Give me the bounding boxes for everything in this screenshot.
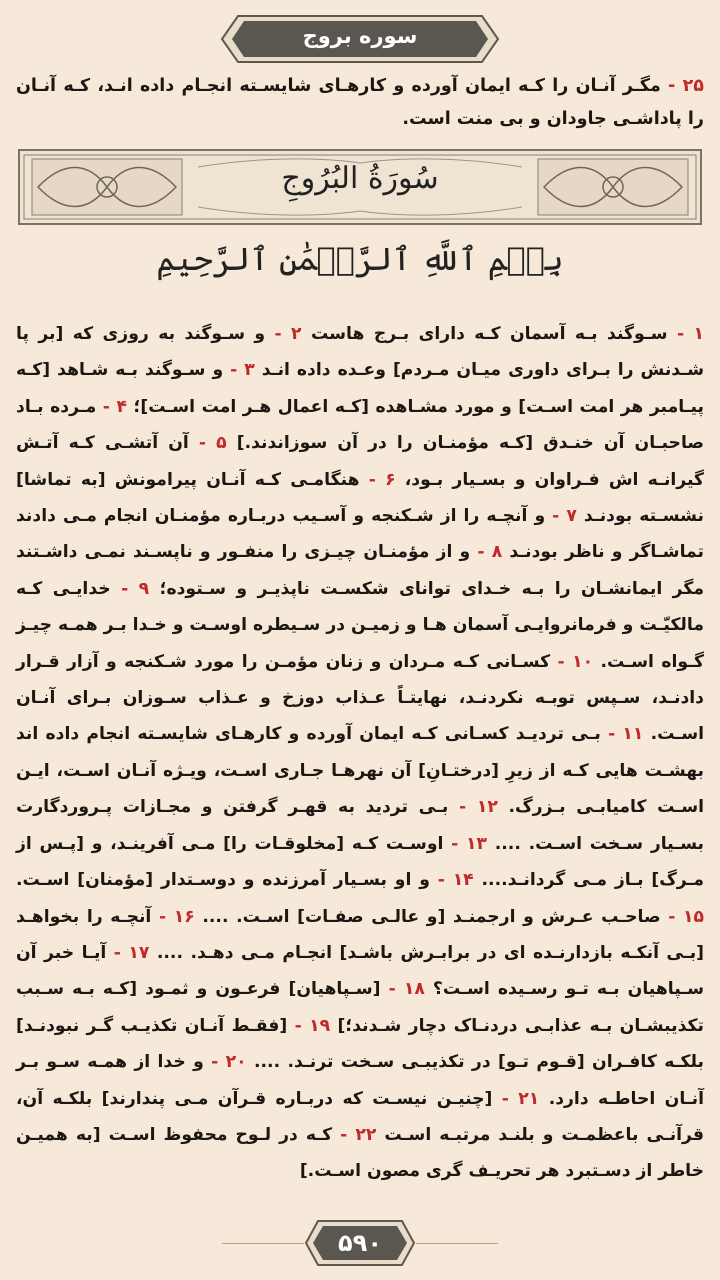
- verse-number: ۶ -: [368, 469, 396, 490]
- verse-number: ۱۸ -: [388, 979, 425, 1000]
- verse-text: آنچـه را بخواهـد [بـی آنکـه بازدارنـده ای در برابـرش باشـد] انجـام مـی دهـد. ....: [16, 906, 705, 963]
- verse-text: اوسـت کـه [مخلوقـات را] مـی آفرینـد، و [پـس از مـرگ] بـاز مـی گردانـد....: [16, 833, 705, 891]
- verse-text: هنگامـی کـه آنـان پیرامونش [به تماشا] نشسـته بودنـد: [16, 469, 705, 527]
- verse-number: ۱ -: [676, 324, 704, 344]
- verse-number: ۹ -: [121, 578, 150, 599]
- verse-number: ۳ -: [230, 360, 255, 381]
- verse-number: ۱۵ -: [668, 906, 705, 927]
- verse-text: کسـانی کـه مـردان و زنان مؤمـن را مورد شـکنجه و آزار قـرار دادنـد، سـپس توبـه نکردنـد، نهایتـاً عـذاب دوزخ و عـذاب سـوزان بـرای آنـان اسـت.: [16, 651, 705, 745]
- verse-text: صاحـب عـرش و ارجمنـد [و عالـی صفـات] اسـت. ....: [202, 906, 669, 927]
- verse-text: آن آتشـی کـه آتـش گیرانـه اش فـراوان و بسـیار بـود،: [16, 433, 704, 490]
- footer-divider-left: [222, 1243, 304, 1244]
- verse-number: ۱۰ -: [557, 651, 594, 672]
- verse-text: بـی تردیـد کسـانی کـه ایمان آورده و کارهـای شایسـته انجام داده اند بهشـت هایی کـه از زیرِ [درختـانِ] آن نهرهـا جـاری اسـت، ویـژه آنـان اسـت، ایـن اسـت کامیابـی بـزرگ.: [16, 724, 705, 818]
- page-number: ۵۹۰: [338, 1229, 382, 1257]
- verse-number: ۱۷ -: [113, 942, 150, 963]
- verse-text: و سـوگند به روزی که [بر پا شـدنش را بـرای داوری میـان مـردم] وعـده داده انـد: [16, 324, 705, 381]
- verse-text: [چنیـن نیسـت که دربـاره قـرآن مـی پندارند] بلکـه آن، قرآنـی باعظمـت و بلنـد مرتبـه اسـت: [16, 1088, 704, 1145]
- verse-text: [سـپاهیان] فرعـون و ثمـود [کـه بـه سـبب تکذیبشـان بـه عذابـی دردنـاک دچار شـدند؛]: [16, 979, 704, 1036]
- verse-text: مگـر آنـان را کـه ایمان آورده و کارهـای شایسـته انجـام داده انـد، کـه آنـان را پاداشـی جاودان و بی منت است.: [16, 76, 704, 129]
- verse-text: و خدا از همـه سـو بـر آنـان احاطـه دارد.: [16, 1052, 705, 1109]
- verse-number: ۴ -: [102, 396, 127, 417]
- verse-number: ۸ -: [477, 542, 503, 563]
- verse-number: ۱۲ -: [459, 797, 498, 818]
- footer-divider-right: [416, 1243, 498, 1244]
- verse-text: [فقـط آنـان تکذیـب گـر نبودنـد] بلکـه کافـران [قـوم تـو] در تکذیبـی سـخت ترنـد. ....: [16, 1015, 704, 1073]
- verse-number: ۲۱ -: [501, 1088, 540, 1109]
- verse-number: ۱۱ -: [608, 724, 644, 745]
- verse-number: ۱۳ -: [451, 833, 487, 854]
- basmala: بِسۡمِ ٱللَّهِ ٱلرَّحۡمَٰنِ ٱلرَّحِيمِ: [156, 240, 564, 278]
- verse-number: ۷ -: [552, 506, 577, 527]
- verse-number: ۱۹ -: [294, 1015, 331, 1036]
- surah-header: [220, 14, 500, 64]
- surah-banner: [18, 149, 702, 225]
- verse-text: سـوگند بـه آسمان کـه دارای بـرج هاست: [310, 324, 677, 344]
- verse-number: ۲ -: [274, 324, 302, 344]
- verse-number: ۱۶ -: [158, 906, 195, 927]
- verse-text: آیـا خبر آن سـپاهیان بـه تـو رسـیده اسـت؟: [16, 942, 704, 1000]
- verse-number: ۱۴ -: [437, 870, 474, 891]
- verse-text: و سـوگند بـه شـاهد [کـه پیـامبر هر امت اسـت] و مورد مشـاهده [کـه اعمال هـر امت اسـت]؛: [16, 360, 705, 417]
- translation-text: [16, 316, 704, 1190]
- verse-text: و او بسـیار آمرزنده و دوسـتدار [مؤمنان] اسـت.: [16, 870, 438, 891]
- verse-number: ۵ -: [198, 433, 227, 454]
- surah-calligraphy-title: سُورَةُ البُرُوجِ: [281, 161, 439, 196]
- verse-text: و از مؤمنـان چیـزی را منفـور و ناپسـند نمـی داشـتند مگر ایمانشـان را بـه خـدای توانای شکسـت ناپذیـر و سـتوده؛: [16, 542, 705, 599]
- verse-number: ۲۵ -: [668, 76, 704, 96]
- verse-text: کـه در لـوح محفوظ اسـت [به همیـن خاطر از دسـتبرد هر تحریـف گری مصون اسـت.]: [16, 1124, 704, 1182]
- page-number-badge: [304, 1219, 416, 1267]
- verse-number: ۲۲ -: [340, 1124, 377, 1145]
- verse-text: بـی تردید به قهـر گرفتن و مجـازات پـروردگارت بسـیار سـخت اسـت. ....: [16, 797, 705, 854]
- verse-text: خدایـی کـه مالکیّـت و فرمانروایـی آسمان هـا و زمیـن در سـیطره اوسـت و خـدا بـر همـه چیـز گـواه اسـت.: [16, 578, 704, 672]
- verse-text: و آنچـه را از شـکنجه و آسـیب دربـاره مؤمنـان انجام مـی دادند تماشـاگر و ناظر بودنـد: [16, 506, 704, 563]
- verse-text: مـرده بـاد صاحبـان آن خنـدق [کـه مؤمنـان را در آن سوزاندند.]: [16, 396, 705, 454]
- surah-title: سوره بروج: [302, 24, 418, 48]
- verse-number: ۲۰ -: [211, 1052, 247, 1073]
- intro-verse: [16, 70, 704, 136]
